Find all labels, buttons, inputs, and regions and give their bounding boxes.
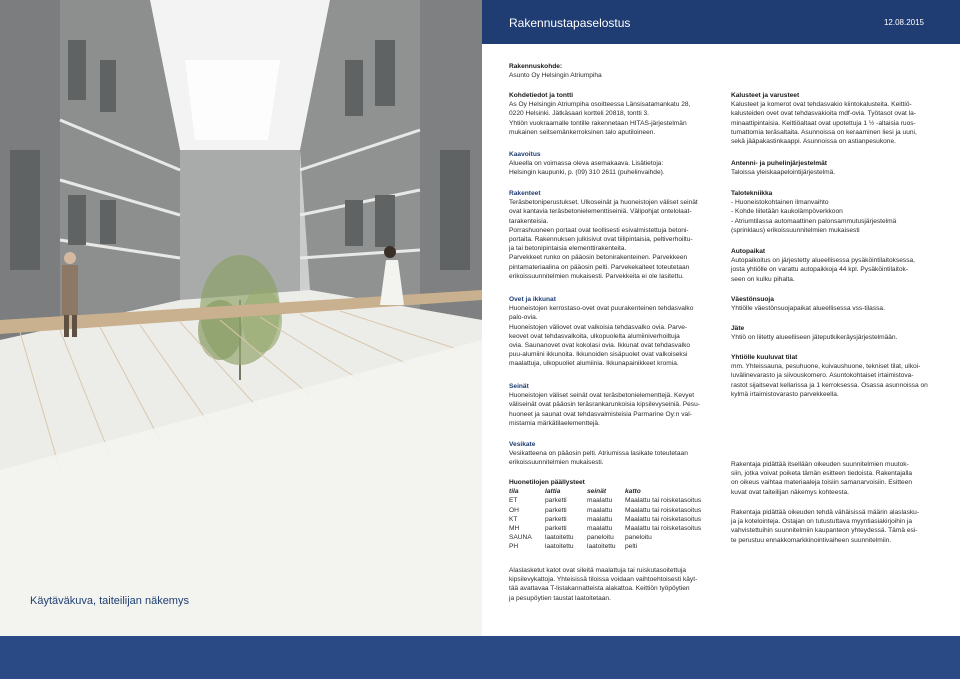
section-paallysteet xyxy=(509,478,701,552)
column-header: seinät xyxy=(587,488,607,496)
section-text: Vesikatteena on pääosin pelti. Atriumissa lasikate toteutetaan erikoissuunnitelmien mukaisesti. xyxy=(509,450,688,467)
section-heading: Rakennuskohde: xyxy=(509,63,563,70)
section-text: Yhtiö on liitetty alueelliseen jäteputkikeräysjärjestelmään. xyxy=(731,334,898,342)
table-cell: paneloitu xyxy=(625,534,652,542)
section-text: Teräsbetoniperustukset. Ulkoseinät ja huoneistojen väliset seinät ovat kantavia teräsbetonielementtiseiniä. Välipohjat ontelolaat- tarakenteisia. Porrashuoneen portaat ovat teollisesti esivalmistettuja betoni- portaita. Rakennuksen julkisivut ovat tiilipintaisia, peltiverhoiltu- ja tai betonipintaisia elementtirakenteita. Parvekkeet runko on pääosin betonirakenteinen. Parvekkeen pintamateriaalina on pääosin pelti. Parvekekaiteet toteutetaan erikoissuunnitelmien mukaisesti. Parvekkeita ei ole lasitettu. xyxy=(509,199,698,280)
table-cell: Maalattu tai roisketasoitus xyxy=(625,506,702,514)
column-header: katto xyxy=(625,488,641,496)
section-text: Rakentaja pidättää oikeuden tehdä vähäisissä määrin alaslasku- ja ja kotelointeja. Ostajan on tutustuttava myyntiasiakirjoihin ja vahvistettuihin suunnitelmiin kaupanteon yhteydessä. Tämä esi- te perustuu ennakkomarkkinointivaiheen suunnitelmiin. xyxy=(731,509,920,544)
section-heading: Seinät xyxy=(509,383,529,390)
section-text: Taloissa yleiskaapelointijärjestelmä. xyxy=(731,169,836,177)
section-disclaimer-1 xyxy=(731,460,912,497)
section-heading: Jäte xyxy=(731,325,745,332)
section-heading: Ovet ja ikkunat xyxy=(509,296,556,303)
table-cell: maalattu xyxy=(587,515,613,523)
table-cell: Maalattu tai roisketasoitus xyxy=(625,497,702,505)
section-heading: Autopaikat xyxy=(731,248,766,255)
table-cell: laatoitettu xyxy=(545,543,574,551)
section-rakennuskohde xyxy=(509,62,602,80)
section-disclaimer-2 xyxy=(731,508,919,545)
section-text: Asunto Oy Helsingin Atriumpiha xyxy=(509,72,602,80)
section-seinat xyxy=(509,382,700,428)
section-heading: Rakenteet xyxy=(509,190,541,197)
section-text: Yhtiölle väestönsuojapaikat alueellisessa vss-tilassa. xyxy=(731,305,885,313)
section-rakenteet xyxy=(509,189,698,281)
section-text: Huoneistojen väliset seinät ovat teräsbetonielementtejä. Kevyet väliseinät ovat pääosin teräsrankarunkoisia kipsilevyseiniä. Pesu- huoneet ja saunat ovat tehdasvalmisteisia Parmarine Oy:n val- mistamia märkätilaelementtejä. xyxy=(509,392,700,427)
document-date: 12.08.2015 xyxy=(883,18,924,27)
section-heading: Antenni- ja puhelinjärjestelmät xyxy=(731,160,827,167)
section-talotekniikka xyxy=(731,189,896,235)
section-text: mm. Yhteissauna, pesuhuone, kuivaushuone, tekniset tilat, ulkoi- luvälinevarasto ja siivouskomero. Asuntokohtaiset irtaimistova- rastot sijaitsevat kellarissa ja 1 kerroksessa. Osassa asunnoissa on kylmä irtaimistovarasto parvekkeella. xyxy=(731,363,928,398)
table-cell: pelti xyxy=(625,543,638,551)
section-heading: Talotekniikka xyxy=(731,190,773,197)
section-heading: Kalusteet ja varusteet xyxy=(731,92,800,99)
table-cell: laatoitettu xyxy=(545,534,574,542)
section-text: Alaslasketut katot ovat sileitä maalattuja tai ruiskutasoitettuja kipsilevykattoja. Yhteisissä tiloissa voidaan vaihtoehtoisesti käyt- tää avattavaa T-listakannatteista alakattoa. Keittiön työpöytien ja pesupöytien taustat laatoitetaan. xyxy=(509,567,698,602)
footer-band xyxy=(0,636,960,679)
table-cell: parketti xyxy=(545,515,567,523)
table-cell: parketti xyxy=(545,497,567,505)
section-jate xyxy=(731,324,897,342)
skylight-opening xyxy=(185,60,280,140)
section-heading: Vesikate xyxy=(509,441,536,448)
table-cell: MH xyxy=(509,525,520,533)
section-ovet-ikkunat xyxy=(509,295,693,369)
section-text: Kalusteet ja komerot ovat tehdasvakio kiintokalusteita. Keittiö- kalusteiden ovet ovat tehdasvakioita mdf-ovia. Työtasot ovat la- minaattipintaisia. Keittiöaltaat ovat upotettuja 1 ½ -altaisia ruos- tumattomia teräsaltaita. Asunnoissa on keraaminen liesi ja uuni, sekä jääpakastinkaappi. Asunnoissa on astianpesukone. xyxy=(731,101,917,146)
table-cell: SAUNA xyxy=(509,534,532,542)
table-row xyxy=(509,506,701,515)
table-row xyxy=(509,496,701,505)
section-vesikate xyxy=(509,440,688,468)
section-kalusteet xyxy=(731,91,917,146)
section-alakatot xyxy=(509,566,697,603)
section-heading: Yhtiölle kuuluvat tilat xyxy=(731,354,798,361)
section-antenni xyxy=(731,159,835,177)
table-cell: PH xyxy=(509,543,519,551)
section-heading: Kohdetiedot ja tontti xyxy=(509,92,574,99)
table-row xyxy=(509,533,701,542)
table-cell: ET xyxy=(509,497,518,505)
table-cell: OH xyxy=(509,506,519,514)
surface-table xyxy=(509,487,701,551)
section-text: Rakentaja pidättää itsellään oikeuden suunnitelmien muutok- siin, jotka voivat poiketa tämän esitteen tiedoista. Rakentajalla on oikeus vaihtaa materiaaleja toisiin samanarvoisiin. Esitteen kuvat ovat taiteilijan näkemys kohteesta. xyxy=(731,461,913,496)
section-kohdetiedot xyxy=(509,91,690,137)
table-cell: KT xyxy=(509,515,518,523)
section-kuuluvat-tilat xyxy=(731,353,928,399)
table-cell: Maalattu tai roisketasoitus xyxy=(625,515,702,523)
table-row xyxy=(509,524,701,533)
section-text: Huoneistojen kerrostaso-ovet ovat puurakenteinen tehdasvalko palo-ovia. Huoneistojen väliovet ovat valkoisia tehdasvalko ovia. Parve- keovet ovat tehdasvalkoita, ulkopuolelta alumiiniverhoiltuja ovia. Saunanovet ovat kokolasi ovia. Ikkunat ovat tehdasvalko puu-alumiini ikkunoita. Ikkunoiden sisäpuolet ovat valkoiseksi maalattuja, ulkopuoliet alumiinia. Ikkunapainikkeet kromia. xyxy=(509,305,694,368)
atrium-rendering xyxy=(0,0,482,636)
table-cell: paneloitu xyxy=(587,534,614,542)
section-vaestonsuoja xyxy=(731,295,885,313)
table-cell: parketti xyxy=(545,525,567,533)
atrium-illustration xyxy=(0,0,482,636)
table-cell: maalattu xyxy=(587,506,613,514)
page-title: Rakennustapaselostus xyxy=(509,16,631,30)
table-cell: Maalattu tai roisketasoitus xyxy=(625,525,702,533)
column-header: tila xyxy=(509,488,519,496)
image-caption: Käytäväkuva, taiteilijan näkemys xyxy=(30,595,189,607)
section-text: Alueella on voimassa oleva asemakaava. Lisätietoja: Helsingin kaupunki, p. (09) 310 2611 (puhelinvaihde). xyxy=(509,160,665,177)
section-text: Autopaikoitus on järjestetty alueellisessa pysäköintilaitoksessa, josta yhtiölle on varattu autopaikkoja 44 kpl. Pysäköintilaitok- seen on kulku pihalta. xyxy=(731,257,915,283)
table-row xyxy=(509,542,701,551)
section-heading: Väestönsuoja xyxy=(731,296,774,303)
table-header-row xyxy=(509,487,701,496)
column-header: lattia xyxy=(545,488,561,496)
table-cell: parketti xyxy=(545,506,567,514)
section-kaavoitus xyxy=(509,150,665,178)
section-text: - Huoneistokohtainen ilmanvaihto - Kohde liitetään kaukolämpöverkkoon - Atriumtilassa automaattinen palonsammutusjärjestelmä (sprinklaus) erikoissuunnitelmien mukaisesti xyxy=(731,199,897,234)
header-bar xyxy=(482,0,960,44)
section-heading: Huonetilojen päällysteet xyxy=(509,479,585,486)
table-cell: laatoitettu xyxy=(587,543,616,551)
section-heading: Kaavoitus xyxy=(509,151,541,158)
table-cell: maalattu xyxy=(587,497,613,505)
section-autopaikat xyxy=(731,247,915,284)
table-row xyxy=(509,515,701,524)
section-text: As Oy Helsingin Atriumpiha osoitteessa Länsisatamankatu 28, 0220 Helsinki. Jätkäsaari kortteli 20818, tontti 3. Yhtiön vuokraamalle tontille rakennetaan HITAS-järjestelmän mukainen seitsemänkerroksinen talo aputiloineen. xyxy=(509,101,691,136)
table-cell: maalattu xyxy=(587,525,613,533)
